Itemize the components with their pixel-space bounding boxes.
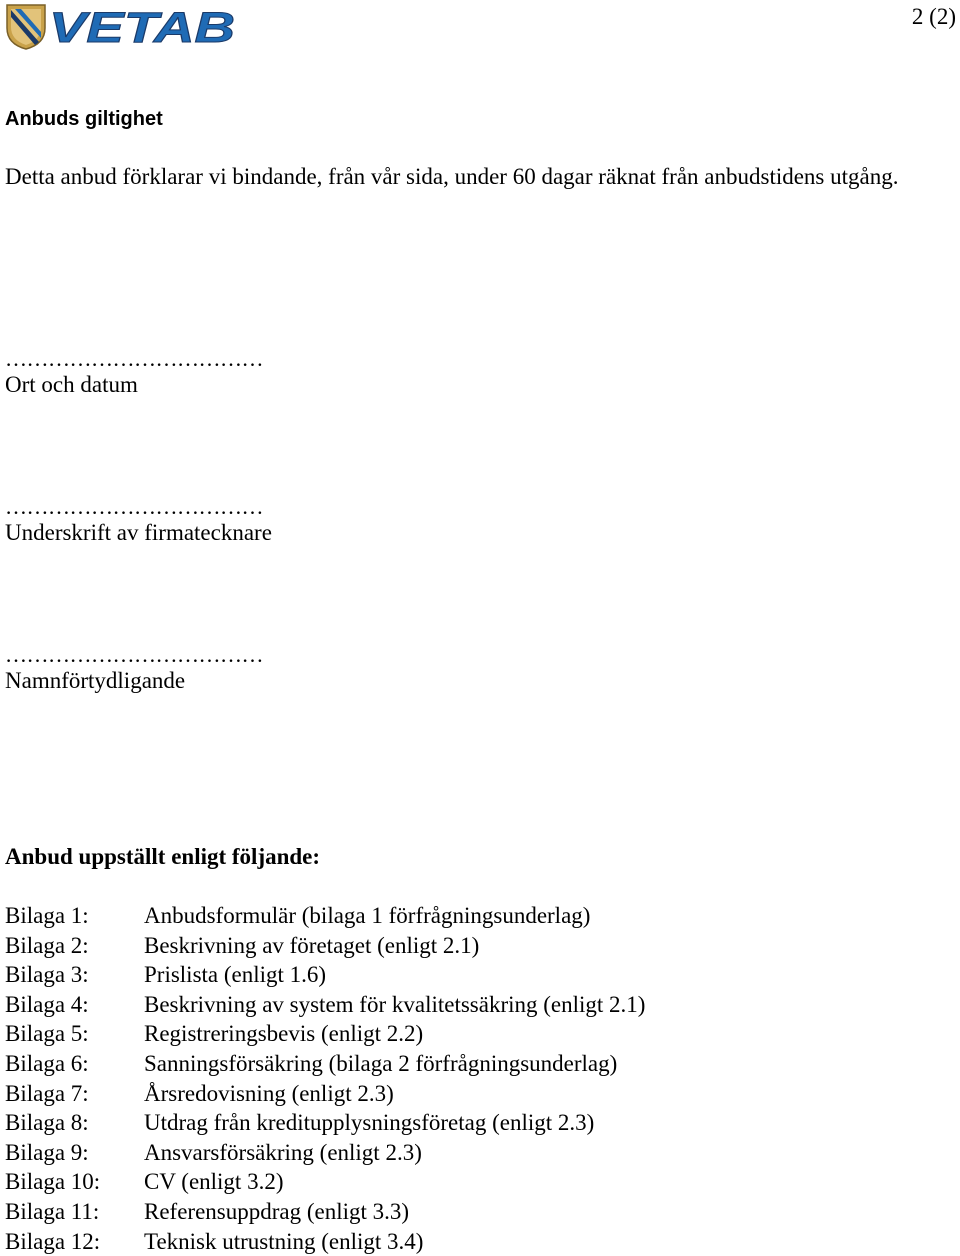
dotted-line: ……………………………… [5,348,263,370]
signature-place-date [5,348,365,400]
appendix-label: Bilaga 4: [5,991,89,1017]
appendix-label: Bilaga 11: [5,1198,100,1224]
list-item [5,1138,645,1168]
appendix-text: Sanningsförsäkring (bilaga 2 förfrågningsunderlag) [144,1050,618,1076]
list-item [5,1049,645,1079]
validity-paragraph: Detta anbud förklarar vi bindande, från vår sida, under 60 dagar räknat från anbudstidens utgång. [5,164,899,189]
signature-label: Underskrift av firmatecknare [5,520,272,545]
appendix-label: Bilaga 6: [5,1050,89,1076]
appendix-label: Bilaga 3: [5,962,89,988]
list-item [5,1079,645,1109]
list-item [5,960,645,990]
appendix-text: Utdrag från kreditupplysningsföretag (enligt 2.3) [144,1110,595,1136]
list-item [5,990,645,1020]
appendix-text: CV (enligt 3.2) [144,1169,284,1195]
appendix-label: Bilaga 5: [5,1021,89,1047]
list-item [5,931,645,961]
appendix-text: Anbudsformulär (bilaga 1 förfrågningsunderlag) [144,903,591,928]
page-number: 2 (2) [911,4,956,29]
appendix-list [5,901,645,1256]
appendix-label: Bilaga 2: [5,932,89,958]
list-item [5,1108,645,1138]
signature-signatory [5,496,365,548]
appendix-label: Bilaga 12: [5,1228,101,1254]
list-item [5,1167,645,1197]
signature-label: Ort och datum [5,372,138,397]
dotted-line: ……………………………… [5,496,263,518]
appendix-label: Bilaga 7: [5,1080,89,1106]
dotted-line: ……………………………… [5,644,263,666]
signature-label: Namnförtydligande [5,668,186,693]
list-item [5,1019,645,1049]
logo-wordmark: VETAB [49,4,235,50]
list-item [5,901,645,931]
appendix-text: Årsredovisning (enligt 2.3) [144,1080,394,1106]
appendix-text: Teknisk utrustning (enligt 3.4) [144,1228,424,1254]
appendix-text: Beskrivning av system för kvalitetssäkring (enligt 2.1) [144,991,646,1017]
validity-heading: Anbuds giltighet [5,108,163,130]
vetab-logo [5,2,237,50]
list-item [5,1197,645,1227]
appendix-text: Registreringsbevis (enligt 2.2) [144,1021,424,1047]
appendix-text: Referensuppdrag (enligt 3.3) [144,1198,410,1224]
appendix-label: Bilaga 1: [5,903,89,928]
appendix-label: Bilaga 8: [5,1110,89,1136]
signature-name-clarification [5,644,365,696]
appendix-text: Ansvarsförsäkring (enligt 2.3) [144,1139,422,1165]
appendix-label: Bilaga 9: [5,1139,89,1165]
appendix-text: Beskrivning av företaget (enligt 2.1) [144,932,480,958]
shield-icon [7,5,45,49]
appendix-label: Bilaga 10: [5,1169,101,1195]
appendix-text: Prislista (enligt 1.6) [144,962,327,988]
appendices-heading: Anbud uppställt enligt följande: [5,844,321,869]
list-item [5,1227,645,1256]
